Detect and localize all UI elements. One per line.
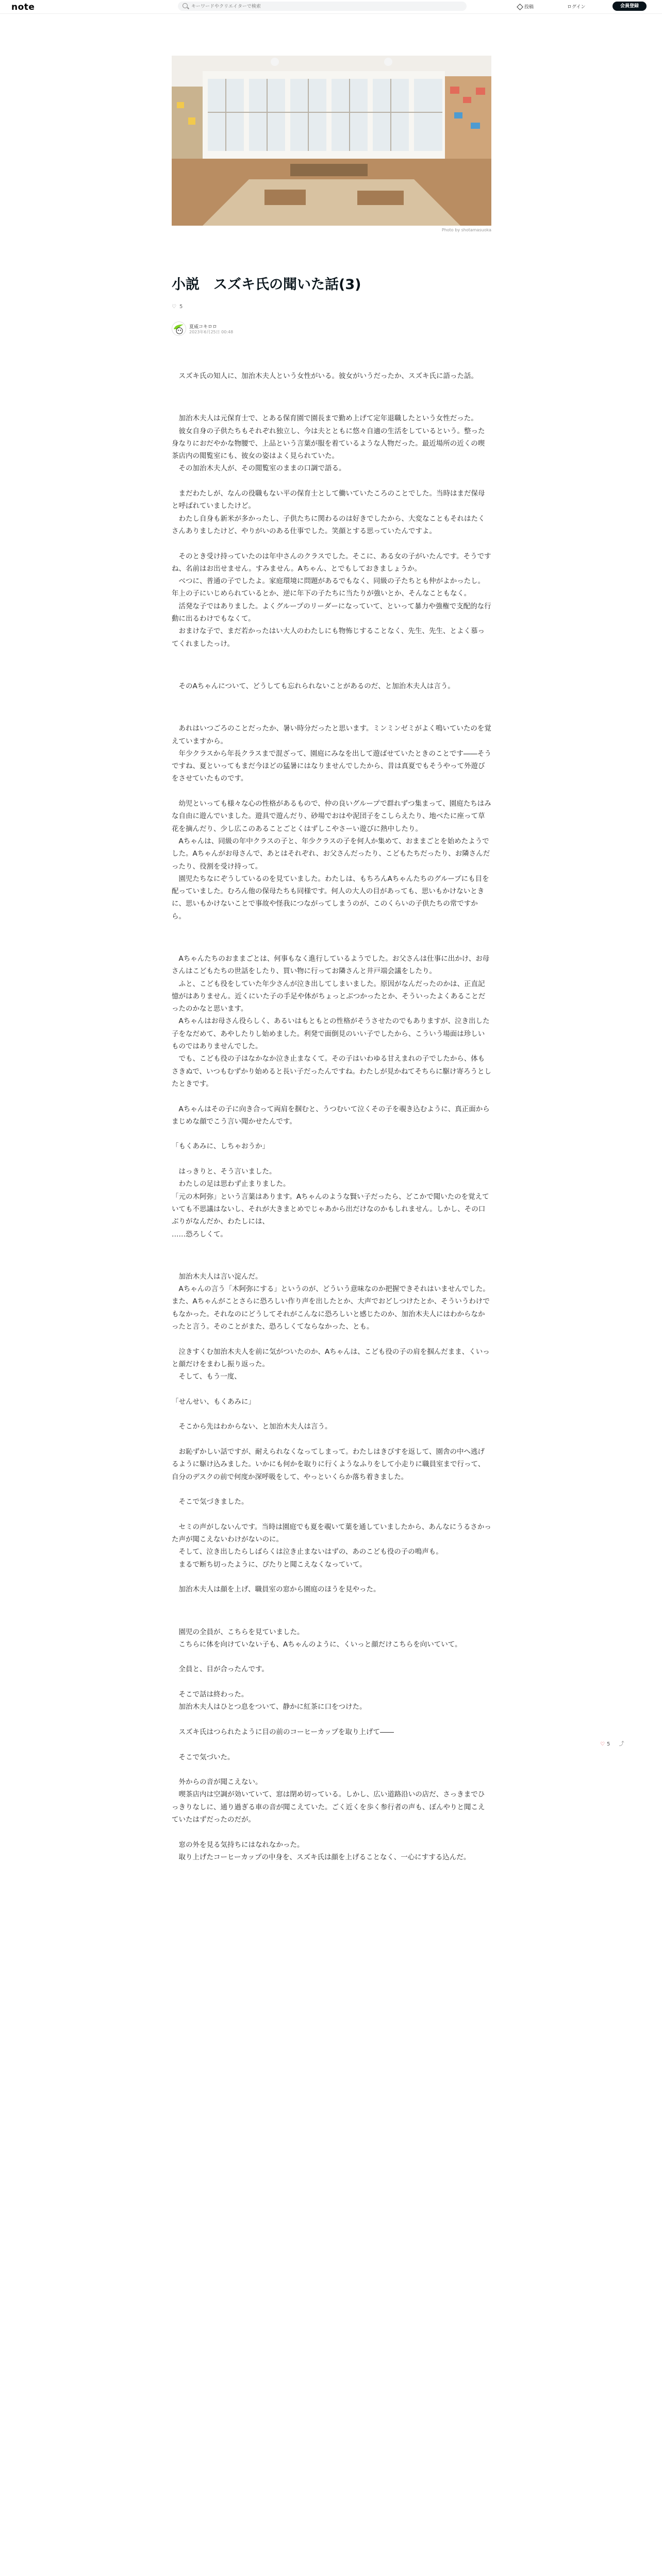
post-link[interactable] [518,3,534,10]
article-paragraph: 泣きすくむ加治木夫人を前に気がついたのか、Aちゃんは、こども役の子の肩を掴んだまま、くいっと顔だけをまわし振り返った。 そして、もう一度、 [172,1347,490,1381]
title-like-counter[interactable] [172,304,183,310]
signup-button[interactable]: 会員登録 [613,2,647,11]
article-paragraph: そこで話は終わった。 加治木夫人はひとつ息をついて、静かに紅茶に口をつけた。 [178,1690,367,1711]
heart-icon[interactable]: ♡ [600,1741,605,1747]
article-body [172,370,491,1876]
author-name[interactable]: 夏威コキロロ [189,325,218,330]
article-title: 小説 スズキ氏の聞いた話(3) [172,277,361,293]
article-paragraph: 「もくあみに、しちゃおうか」 [172,1142,269,1151]
author-avatar[interactable] [172,321,186,336]
site-header [0,0,662,14]
article-paragraph: 窓の外を見る気持ちにはなれなかった。 取り上げたコーヒーカップの中身を、スズキ氏は顔を上げることなく、一心にすする込んだ。 [178,1840,471,1861]
heart-outline-icon: ♡ [172,304,176,310]
article-paragraph: Aちゃんはその子に向き合って両肩を掴むと、うつむいて泣くその子を覗き込むように、真正面からまじめな顔でこう言い聞かせたんです。 [172,1105,490,1126]
classroom-photo [172,56,491,226]
article-paragraph: そのAちゃんについて、どうしても忘れられないことがあるのだ、と加治木夫人は言う。 [172,682,455,690]
article-paragraph: セミの声がしないんです。当時は園庭でも夏を覗いて葉を通していましたから、あんなにうるさかった声が聞こえないわけがないのに。 そして、泣き出したらしばらくは泣き止まないはずの、あのこども役の子の鳴声も。 まるで断ち切ったように、ぴたりと聞こえなくなっていて。 [172,1522,491,1569]
login-link[interactable]: ログイン [567,5,586,10]
publish-date: 2023年6月25日 00:48 [189,330,234,334]
floating-actions [600,1739,624,1747]
article-paragraph: そこで気づきました。 [172,1498,249,1506]
article-paragraph: そこで気づいた。 [172,1753,235,1761]
article-paragraph: スズキ氏はつられたように目の前のコーヒーカップを取り上げて―― [172,1727,394,1736]
article-paragraph: 全員と、目が合ったんです。 [172,1665,269,1674]
share-icon[interactable]: ⤴ [619,1741,624,1747]
note-logo[interactable]: note [11,2,35,12]
article-paragraph: お恥ずかしい話ですが、耐えられなくなってしまって。わたしはきびすを返して、園舎の中へ逃げるように駆け込みました。いかにも何かを取りに行くようなふりをして小走りに職員室まで行って、自分のデスクの前で何度か深呼吸をして、やっといくらか落ち着きました。 [172,1447,485,1481]
photo-credit: Photo by shotamasuoka [441,228,491,232]
like-count: 5 [179,304,183,310]
side-like-count: 5 [606,1741,610,1747]
hero-image [172,56,491,226]
post-label: 投稿 [524,5,534,10]
search-input[interactable] [190,3,450,11]
article-paragraph: 園児の全員が、こちらを見ていました。 こちらに体を向けていない子も、Aちゃんのように、くいっと顔だけこちらを向いていて。 [178,1628,462,1649]
search-bar[interactable] [178,2,467,11]
article-paragraph: あれはいつごろのことだったか、暑い時分だったと思います。ミンミンゼミがよく鳴いていたのを覚えていますから。 年少クラスから年長クラスまで混ざって、園庭にみなを出して遊ばせていたときのことです――そうですね、夏といってもまだ今ほどの猛暑にはなりませんでしたから、昔は真夏でもそうやって外遊びをさせていたものです。 [172,724,491,783]
article-paragraph: 加治木夫人は元保育士で、とある保育園で園長まで勤め上げて定年退職したという女性だった。 彼女自身の子供たちもそれぞれ独立し、今は夫とともに悠々自適の生活をしているという。整った身なりにおだやかな物腰で、上品という言葉が服を着ているような人物だった。最近場所の近くの喫茶店内の閲覧室にも、彼女の姿はよく見られていた。 その加治木夫人が、その閲覧室のままの口調で語る。 [172,414,485,473]
article-paragraph: はっきりと、そう言いました。 わたしの足は思わず止まりました。 「元の木阿弥」という言葉はあります。Aちゃんのような賢い子だったら、どこかで聞いたのを覚えていても不思議はないし、それが大きまとめでじゃあから出だけなのかもしれません。しかし、その口ぶりがなんだか、わたしには、 ……恐ろしくて。 [172,1167,489,1239]
article-paragraph: そこから先はわからない、と加治木夫人は言う。 [172,1422,332,1431]
article-paragraph: まだわたしが、なんの役職もない平の保育士として働いていたころのことでした。当時はまだ保母と呼ばれていましたけど。 わたし自身も新米が多かったし、子供たちに関わるのは好きでしたから、大変なこともそれはたくさんありましたけど、やりがいのある仕事でした。笑顔とする思っていたんですよ。 [172,489,485,535]
search-icon [183,3,188,8]
article-paragraph: 外からの音が聞こえない。 喫茶店内は空調が効いていて、窓は閉め切っている。しかし、広い道路沿いの店だ、さっきまでひっきりなしに、通り過ぎる車の音が聞こえていた。ごく近くを歩く参行者の声も、ぼんやりと聞こえていたはずだったのだが。 [172,1778,485,1824]
article-paragraph: 加治木夫人は顔を上げ、職員室の窓から園庭のほうを見やった。 [172,1585,380,1594]
article-paragraph: スズキ氏の知人に、加治木夫人という女性がいる。彼女がいうだったか、スズキ氏に語った話。 [172,372,478,380]
pen-icon [517,4,523,10]
article-paragraph: Aちゃんたちのおままごとは、何事もなく進行しているようでした。お父さんは仕事に出かけ、お母さんはこどもたちの世話をしたり、買い物に行ってお隣さんと井戸端会議をしたり。 ふと、こども役をしていた年少さんが泣き出してしまいました。原因がなんだったのかは、正直記憶がはありません。近くにいた子の手足や体がちょっとぶつかったとか、そういったよくあることだったのかなと思います。 Aちゃんはお母さん役らしく、あるいはもともとの性格がそうさせたのでもありますが、泣き出した子をなだめて、あやしたりし始めました。利発で面倒見のいい子でしたから、こういう場面は珍しいものではありませんでした。 でも、こども役の子はなかなか泣き止まなくて。その子はいわゆる甘えまれの子でしたから、体もさきぬで、いつもむずかり始めると長い子だったんですね。わたしが見かねてそちらに駆け寄ろうとしたときです。 [172,954,491,1088]
article-paragraph: 加治木夫人は言い淀んだ。 Aちゃんの言う「木阿弥にする」というのが、どういう意味なのか把握できそれはいませんでした。また、Aちゃんがことさらに恐ろしい作り声を出したとか、大声でおどしつけたとか、そういうわけでもなかった。それなのにどうしてそれがこんなに恐ろしいと感じたのか、加治木夫人にはわからなかったと言う。そのことがまた、恐ろしくてならなかった、とも。 [172,1272,490,1331]
article-paragraph: そのとき受け持っていたのは年中さんのクラスでした。そこに、ある女の子がいたんです。そうですね、名前はお出せません。すみません。Aちゃん、とでもしておきましょうか。 べつに、普通の子でしたよ。家庭環境に問題があるでもなく、同級の子たちとも仲がよかったし。年上の子にいじめられているとか、逆に年下の子たちに当たりが強いとか、そんなこともなく。 活発な子ではありました。よくグループのリーダーになっていて、といって暴力や強権で支配的な行動に出るわけでもなくて。 おまけな子で、まだ若かったはい大人のわたしにも物怖じすることなく、先生、先生、とよく慕ってくれましたっけ。 [172,552,491,648]
article-paragraph: 幼児といっても様々な心の性格があるもので、仲の良いグループで群れずつ集まって、園庭たちはみな自由に遊んでいました。遊具で遊んだり、砂場でおはや泥団子をこしらえたり、地べたに座って草花を摘んだり、少し広このあることごとくはずしこやさーい遊びに熱中したり。 Aちゃんは、同級の年中クラスの子と、年少クラスの子を何人か集めて、おままごとを始めたようでした。Aちゃんがお母さんで、あとはそれぞれ、お父さんだったり、こどもたちだったり、お隣さんだったり、役割を受け持って。 園児たちなにぞうしているのを見ていました。わたしは、もちろんAちゃんたちのグループにも目を配っていました。むろん他の保母たちも同様です。何人の大人の目があっても、思いもかけないときに、思いもかけないことで事故や怪我につながってしまうのが、このくらいの子供たちの常ですから。 [172,800,491,921]
article-paragraph: 「せんせい、もくあみに」 [172,1397,255,1406]
